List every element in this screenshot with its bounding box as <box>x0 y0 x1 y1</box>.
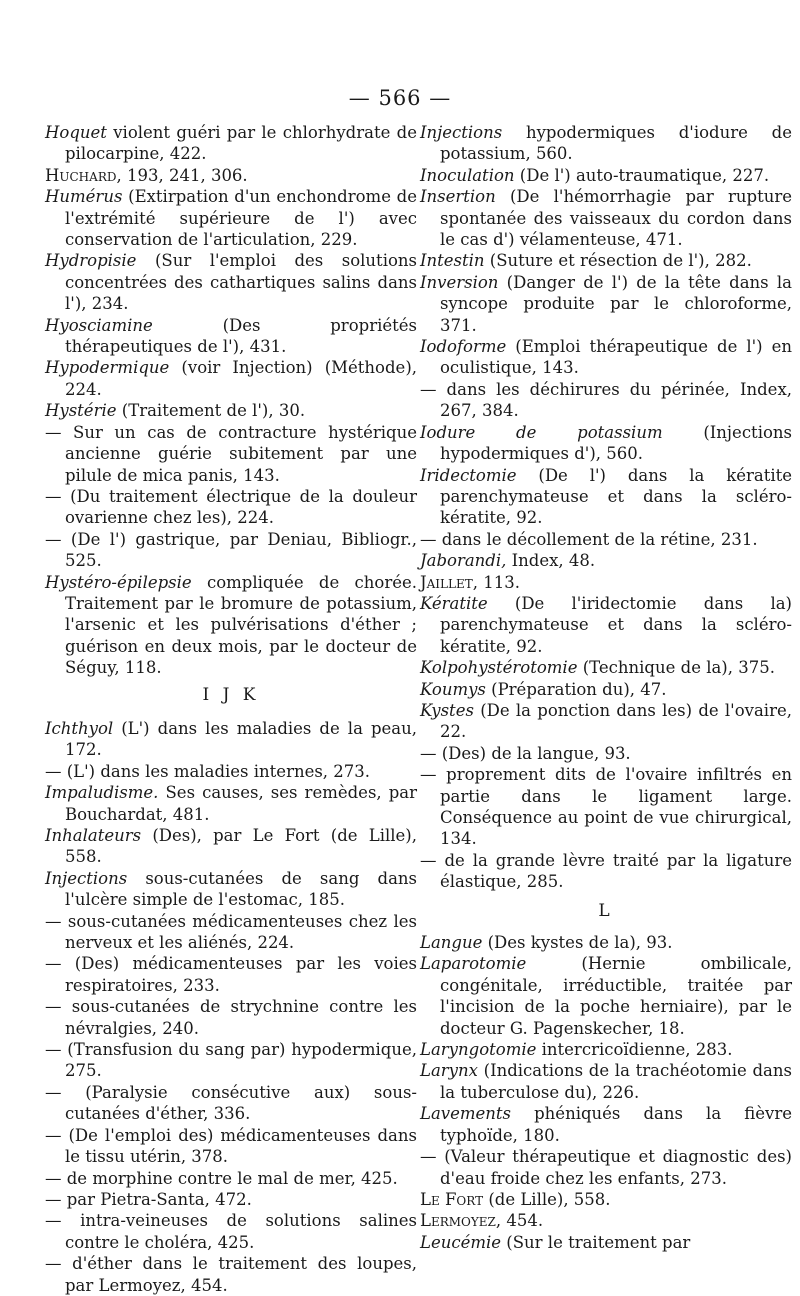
entry-headword: — <box>45 1189 62 1209</box>
entry-headword: Larynx <box>420 1061 478 1081</box>
entry-text: (Des) de la langue, 93. <box>436 743 631 763</box>
entry-text: , 454. <box>495 1211 544 1231</box>
entry-text: intra-veineuses de solutions salines contre le choléra, 425. <box>61 1211 417 1252</box>
index-entry <box>420 932 792 953</box>
index-entry <box>420 1039 792 1060</box>
index-entry <box>45 122 417 165</box>
entry-text: (De l'iridectomie dans la) parenchymateuse et dans la scléro-kératite, 92. <box>440 593 792 656</box>
entry-headword: Impaludisme. <box>45 783 159 803</box>
index-entry <box>45 868 417 911</box>
index-entry <box>420 572 792 593</box>
entry-headword: — <box>45 486 62 506</box>
entry-text: (Des), par Le Fort (de Lille), 558. <box>65 826 417 867</box>
entry-text: (De l') dans la kératite parenchymateuse et dans la scléro-kératite, 92. <box>440 465 792 528</box>
entry-headword: Langue <box>420 933 483 953</box>
entry-text: dans les déchirures du périnée, Index, 267, 384. <box>436 379 792 421</box>
index-entry <box>420 550 792 571</box>
index-entry <box>45 825 417 868</box>
entry-headword: Koumys <box>420 679 486 699</box>
entry-text: (Sur l'emploi des solutions concentrées des cathartiques salins dans l'), 234. <box>65 251 417 314</box>
index-entry <box>420 529 792 550</box>
entry-text: (De l') gastrique, par Deniau, Bibliogr., 525. <box>61 529 417 571</box>
entry-headword: Inversion <box>420 272 499 292</box>
entry-text: (voir Injection) (Méthode), 224. <box>65 358 417 399</box>
index-entry <box>420 336 792 379</box>
entry-headword: Jaborandi, <box>420 551 507 571</box>
index-entry <box>420 1103 792 1146</box>
left-column <box>45 122 417 1296</box>
index-entry <box>420 379 792 422</box>
entry-headword: Kystes <box>420 700 474 720</box>
entry-headword: Kératite <box>420 593 488 613</box>
entry-text: (Préparation du), 47. <box>485 679 667 699</box>
index-entry <box>45 1210 417 1253</box>
right-column <box>420 122 792 1253</box>
entry-headword: — <box>45 1254 62 1274</box>
entry-text: (Du traitement électrique de la douleur ovarienne chez les), 224. <box>61 486 417 528</box>
index-entry <box>45 529 417 572</box>
index-entry <box>45 1125 417 1168</box>
index-entry <box>45 1253 417 1296</box>
entry-text: (Des) médicamenteuses par les voies respiratoires, 233. <box>61 954 417 995</box>
index-entry <box>420 953 792 1039</box>
entry-headword: Inhalateurs <box>45 826 142 845</box>
index-entry <box>45 911 417 954</box>
section-heading-ijk: I J K <box>202 684 260 705</box>
index-entry <box>420 1210 792 1231</box>
index-entry <box>420 764 792 850</box>
entry-headword: Hypodermique <box>45 358 170 378</box>
entry-text: Sur un cas de contracture hystérique ancienne guérie subitement par une pilule de mica panis, 143. <box>61 422 417 485</box>
entry-headword: Lermoyez <box>420 1211 496 1231</box>
entry-text: (Emploi thérapeutique de l') en oculistique, 143. <box>440 337 792 378</box>
entry-text: (De l'hémorrhagie par rupture spontanée des vaisseaux du cordon dans le cas d') vélamenteuse, 471. <box>440 187 792 250</box>
section-heading-l: L <box>598 900 614 921</box>
index-entry <box>45 1168 417 1189</box>
right-entries-l <box>420 932 792 1253</box>
entry-text: intercricoïdienne, 283. <box>536 1040 733 1060</box>
entry-text: (L') dans les maladies de la peau, 172. <box>65 718 417 760</box>
left-entries-h <box>45 122 417 679</box>
index-entry <box>45 1039 417 1082</box>
entry-text: (Extirpation d'un enchondrome de l'extrémité supérieure de l') avec conservation de l'articulation, 229. <box>65 187 417 250</box>
entry-text: (Danger de l') de la tête dans la syncope produite par le chloroforme, 371. <box>440 272 792 335</box>
entry-headword: — <box>420 1147 437 1167</box>
entry-headword: Le Fort <box>420 1189 484 1209</box>
entry-headword: — <box>45 529 62 549</box>
entry-headword: — <box>45 1082 62 1102</box>
index-entry <box>420 743 792 764</box>
entry-text: (Des propriétés thérapeutiques de l'), 431. <box>65 315 417 357</box>
entry-headword: Injections <box>45 868 128 888</box>
index-entry <box>45 996 417 1039</box>
entry-text: Index, 48. <box>506 551 596 571</box>
entry-text: d'éther dans le traitement des loupes, par Lermoyez, 454. <box>61 1254 417 1295</box>
index-entry <box>45 1189 417 1210</box>
entry-headword: Kolpohystérotomie <box>420 658 578 678</box>
index-entry <box>45 718 417 761</box>
entry-headword: Laparotomie <box>420 954 527 974</box>
index-entry <box>45 186 417 250</box>
entry-headword: Iridectomie <box>420 465 517 485</box>
entry-headword: Leucémie <box>420 1232 502 1252</box>
entry-headword: — <box>45 1168 62 1188</box>
entry-headword: — <box>45 911 62 931</box>
entry-headword: Jaillet <box>420 572 473 592</box>
entry-text: phéniqués dans la fièvre typhoïde, 180. <box>440 1104 792 1145</box>
entry-text: (Paralysie consécutive aux) sous-cutanées d'éther, 336. <box>61 1082 417 1124</box>
entry-headword: Hystérie <box>45 401 117 421</box>
entry-text: (Des kystes de la), 93. <box>482 933 673 953</box>
entry-text: sous-cutanées de strychnine contre les névralgies, 240. <box>61 997 417 1038</box>
index-entry <box>420 1060 792 1103</box>
entry-text: de morphine contre le mal de mer, 425. <box>61 1168 398 1188</box>
entry-headword: — <box>420 379 437 399</box>
entry-text: hypodermiques d'iodure de potassium, 560. <box>440 123 792 164</box>
entry-headword: Lavements <box>420 1104 512 1124</box>
index-entry <box>420 850 792 893</box>
index-entry <box>45 315 417 358</box>
entry-text: (Suture et résection de l'), 282. <box>484 251 752 271</box>
entry-text: (Transfusion du sang par) hypodermique, 275. <box>61 1040 417 1081</box>
entry-text: (Sur le traitement par <box>501 1232 691 1252</box>
index-entry <box>45 953 417 996</box>
entry-text: de la grande lèvre traité par la ligature élastique, 285. <box>436 850 792 892</box>
entry-headword: Laryngotomie <box>420 1040 537 1060</box>
entry-headword: — <box>420 743 437 763</box>
entry-headword: — <box>45 1040 62 1060</box>
index-entry <box>420 700 792 743</box>
entry-headword: Iodure de potassium <box>420 422 663 442</box>
entry-headword: Insertion <box>420 187 496 207</box>
page-number: — 566 — <box>348 86 452 110</box>
entry-headword: Injections <box>420 123 503 142</box>
index-entry <box>420 122 792 165</box>
index-entry <box>420 1232 792 1253</box>
entry-text: (De l') auto-traumatique, 227. <box>514 165 770 185</box>
entry-headword: Inoculation <box>420 165 515 185</box>
entry-text: (L') dans les maladies internes, 273. <box>61 761 371 781</box>
entry-headword: — <box>420 850 437 870</box>
index-entry <box>45 165 417 186</box>
entry-headword: Hydropisie <box>45 251 137 271</box>
index-entry <box>420 272 792 336</box>
index-entry <box>45 782 417 825</box>
entry-headword: Ichthyol <box>45 718 114 738</box>
entry-text: compliquée de chorée. Traitement par le bromure de potassium, l'arsenic et les pulvérisations d'éther ; guérison en deux mois, par le docteur de Séguy, 118. <box>65 572 417 678</box>
entry-text: (Traitement de l'), 30. <box>116 401 306 421</box>
index-entry <box>420 465 792 529</box>
entry-headword: Hoquet <box>45 123 107 142</box>
index-entry <box>45 422 417 486</box>
index-entry <box>45 250 417 314</box>
entry-headword: — <box>45 761 62 781</box>
index-entry <box>45 357 417 400</box>
entry-headword: — <box>45 1125 62 1145</box>
entry-text: (Injections hypodermiques d'), 560. <box>440 422 792 464</box>
entry-headword: — <box>45 997 62 1017</box>
entry-text: dans le décollement de la rétine, 231. <box>436 529 758 549</box>
left-entries-ijk <box>45 718 417 1296</box>
entry-text: par Pietra-Santa, 472. <box>61 1189 252 1209</box>
entry-headword: Huchard <box>45 165 117 185</box>
entry-text: sous-cutanées médicamenteuses chez les nerveux et les aliénés, 224. <box>61 911 417 953</box>
index-entry <box>45 761 417 782</box>
entry-text: , 193, 241, 306. <box>116 165 248 185</box>
index-entry <box>420 657 792 678</box>
index-entry <box>45 572 417 679</box>
index-entry <box>45 400 417 421</box>
entry-text: (De la ponction dans les) de l'ovaire, 22. <box>440 700 792 742</box>
entry-headword: Hystéro-épilepsie <box>45 572 192 592</box>
index-entry <box>45 1082 417 1125</box>
index-entry <box>420 1146 792 1189</box>
entry-text: (Valeur thérapeutique et diagnostic des) d'eau froide chez les enfants, 273. <box>436 1147 792 1188</box>
entry-text: (Technique de la), 375. <box>577 658 775 678</box>
entry-text: sous-cutanées de sang dans l'ulcère simple de l'estomac, 185. <box>65 868 417 910</box>
entry-headword: — <box>45 422 62 442</box>
index-entry <box>420 186 792 250</box>
entry-headword: Hyosciamine <box>45 315 153 335</box>
entry-headword: Intestin <box>420 251 485 271</box>
entry-text: (De l'emploi des) médicamenteuses dans le tissu utérin, 378. <box>61 1125 417 1167</box>
entry-text: (Indications de la trachéotomie dans la tuberculose du), 226. <box>440 1061 792 1102</box>
entry-text: violent guéri par le chlorhydrate de pilocarpine, 422. <box>65 123 417 164</box>
index-entry <box>420 250 792 271</box>
index-entry <box>420 422 792 465</box>
entry-headword: — <box>45 954 62 974</box>
entry-headword: — <box>45 1211 62 1231</box>
entry-text: , 113. <box>472 572 520 592</box>
entry-headword: — <box>420 765 437 785</box>
index-entry <box>45 486 417 529</box>
index-entry <box>420 165 792 186</box>
entry-headword: Iodoforme <box>420 337 507 357</box>
index-entry <box>420 1189 792 1210</box>
entry-text: proprement dits de l'ovaire infiltrés en partie dans le ligament large. Conséquence au point de vue chirurgical, 134. <box>436 765 792 849</box>
entry-headword: — <box>420 529 437 549</box>
index-entry <box>420 679 792 700</box>
entry-headword: Humérus <box>45 187 123 207</box>
entry-text: (de Lille), 558. <box>483 1189 611 1209</box>
right-entries-ijk <box>420 122 792 893</box>
entry-text: (Hernie ombilicale, congénitale, irréductible, traitée par l'incision de la poche herniaire), par le docteur G. Pagenskecher, 18. <box>440 954 792 1038</box>
index-entry <box>420 593 792 657</box>
entry-text: Ses causes, ses remèdes, par Bouchardat, 481. <box>65 783 417 824</box>
